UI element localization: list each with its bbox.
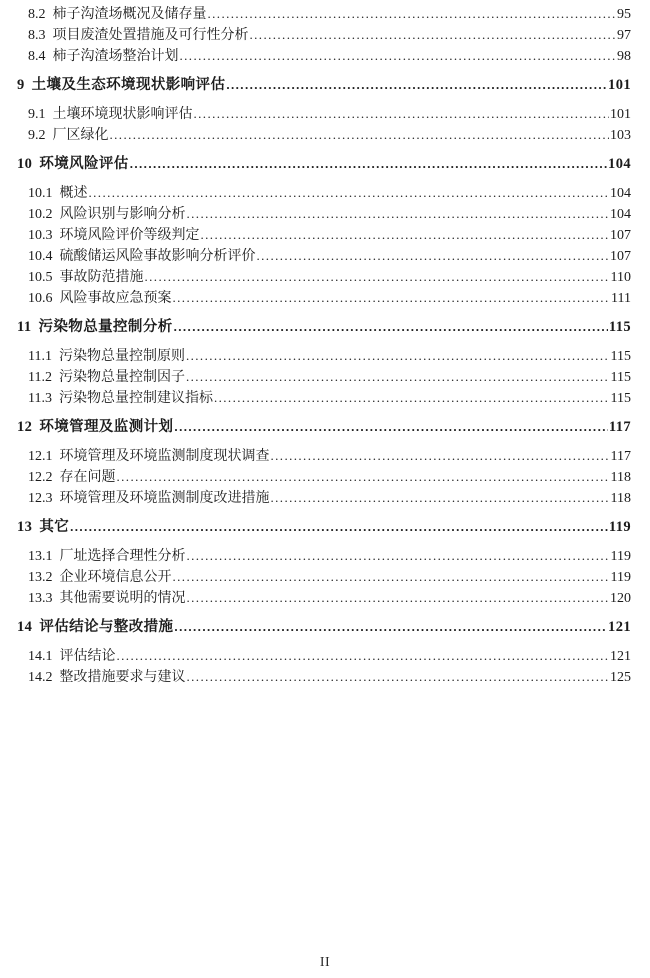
toc-dot-leader	[186, 345, 610, 367]
toc-entry-page-number: 121	[608, 619, 631, 635]
toc-dot-leader	[186, 366, 610, 388]
toc-entry	[17, 645, 631, 666]
toc-entry-number: 13.2	[28, 570, 53, 585]
toc-dot-leader	[174, 616, 607, 638]
toc-entry-title: 硫酸储运风险事故影响分析评价	[59, 249, 256, 264]
toc-entry	[17, 466, 631, 487]
toc-dot-leader	[257, 245, 610, 267]
toc-entry-page-number: 104	[608, 156, 631, 172]
toc-entry	[17, 366, 631, 387]
toc-entry	[17, 74, 631, 95]
toc-entry-number: 10.6	[28, 291, 53, 306]
toc-entry-title: 环境风险评估	[39, 156, 129, 172]
toc-dot-leader	[271, 445, 610, 467]
toc-dot-leader	[250, 24, 617, 46]
toc-entry-title: 环境管理及环境监测制度改进措施	[59, 491, 270, 506]
toc-entry	[17, 566, 631, 587]
toc-entry-number: 11.3	[28, 391, 52, 406]
toc-entry-page-number: 115	[610, 391, 631, 406]
toc-entry-number: 11.1	[28, 349, 52, 364]
toc-entry-title: 风险识别与影响分析	[59, 207, 186, 222]
toc-dot-leader	[145, 266, 610, 288]
toc-entry-number: 14.1	[28, 649, 53, 664]
toc-entry-title: 环境管理及监测计划	[39, 419, 174, 435]
toc-dot-leader	[117, 466, 610, 488]
toc-dot-leader	[187, 545, 610, 567]
toc-entry-title: 整改措施要求与建议	[59, 670, 186, 685]
toc-dot-leader	[130, 153, 607, 175]
toc-entry-number: 11.2	[28, 370, 52, 385]
toc-entry-page-number: 118	[610, 491, 631, 506]
toc-entry-page-number: 117	[610, 449, 631, 464]
toc-entry-number: 12.3	[28, 491, 53, 506]
toc-entry-title: 厂区绿化	[52, 128, 109, 143]
toc-dot-leader	[187, 666, 610, 688]
toc-entry	[17, 487, 631, 508]
toc-entry-title: 事故防范措施	[59, 270, 144, 285]
toc-entry-title: 企业环境信息公开	[59, 570, 172, 585]
toc-entry-number: 10.5	[28, 270, 53, 285]
toc-entry	[17, 545, 631, 566]
toc-entry-page-number: 118	[610, 470, 631, 485]
toc-entry-title: 风险事故应急预案	[59, 291, 172, 306]
toc-dot-leader	[226, 74, 607, 96]
toc-entry-page-number: 104	[610, 186, 631, 201]
toc-entry-page-number: 101	[608, 77, 631, 93]
toc-entry-page-number: 103	[610, 128, 631, 143]
toc-entry-number: 10.1	[28, 186, 53, 201]
toc-entry-number: 12.1	[28, 449, 53, 464]
toc-entry-number: 9	[17, 77, 25, 93]
toc-entry	[17, 587, 631, 608]
toc-entry-page-number: 107	[610, 249, 631, 264]
toc-entry-number: 10.2	[28, 207, 53, 222]
toc-entry	[17, 245, 631, 266]
toc-entry-title: 其它	[39, 519, 70, 535]
toc-entry	[17, 445, 631, 466]
toc-dot-leader	[110, 124, 610, 146]
toc-entry-number: 8.3	[28, 28, 46, 43]
toc-entry-title: 柿子沟渣场整治计划	[52, 49, 179, 64]
toc-entry-number: 11	[17, 319, 32, 335]
toc-entry-title: 污染物总量控制建议指标	[58, 391, 213, 406]
toc-entry-title: 污染物总量控制因子	[58, 370, 185, 385]
toc-entry	[17, 666, 631, 687]
toc-entry-page-number: 121	[610, 649, 631, 664]
toc-entry-number: 13	[17, 519, 33, 535]
toc-entry-title: 存在问题	[59, 470, 116, 485]
toc-entry-title: 土壤环境现状影响评估	[52, 107, 193, 122]
toc-entry-page-number: 115	[610, 370, 631, 385]
toc-entry-number: 13.3	[28, 591, 53, 606]
toc-entry	[17, 153, 631, 174]
toc-dot-leader	[201, 224, 610, 246]
toc-entry-title: 污染物总量控制原则	[58, 349, 185, 364]
toc-entry	[17, 516, 631, 537]
toc-entry-title: 污染物总量控制分析	[38, 319, 173, 335]
toc-entry-page-number: 115	[608, 319, 631, 335]
toc-entry-number: 14.2	[28, 670, 53, 685]
toc-entry-number: 9.1	[28, 107, 46, 122]
toc-entry-page-number: 119	[608, 519, 631, 535]
toc-entry-title: 项目废渣处置措施及可行性分析	[52, 28, 249, 43]
toc-entry-title: 环境风险评价等级判定	[59, 228, 200, 243]
toc-entry	[17, 24, 631, 45]
toc-entry-page-number: 117	[608, 419, 631, 435]
toc-dot-leader	[174, 416, 607, 438]
toc-entry-page-number: 119	[610, 570, 631, 585]
toc-dot-leader	[174, 316, 608, 338]
toc-entry	[17, 45, 631, 66]
toc-entry-page-number: 107	[610, 228, 631, 243]
toc-entry-page-number: 111	[611, 291, 631, 306]
toc-dot-leader	[194, 103, 610, 125]
toc-entry-page-number: 115	[610, 349, 631, 364]
toc-entry	[17, 266, 631, 287]
toc-dot-leader	[214, 387, 610, 409]
toc-dot-leader	[187, 203, 610, 225]
toc-entry	[17, 203, 631, 224]
toc-entry-page-number: 95	[617, 7, 631, 22]
toc-entry-page-number: 98	[617, 49, 631, 64]
toc-entry-title: 概述	[59, 186, 88, 201]
toc-entry	[17, 616, 631, 637]
toc-dot-leader	[173, 287, 611, 309]
toc-entry-number: 8.4	[28, 49, 46, 64]
toc-entry-title: 土壤及生态环境现状影响评估	[31, 77, 226, 93]
toc-dot-leader	[70, 516, 608, 538]
toc-entry-page-number: 101	[610, 107, 631, 122]
page-number-footer: II	[319, 955, 331, 970]
toc-entry-number: 14	[17, 619, 33, 635]
table-of-contents	[17, 3, 631, 687]
toc-entry-title: 厂址选择合理性分析	[59, 549, 186, 564]
toc-entry-number: 10	[17, 156, 33, 172]
toc-entry-title: 评估结论	[59, 649, 116, 664]
toc-entry	[17, 345, 631, 366]
toc-entry-page-number: 110	[610, 270, 631, 285]
toc-entry-page-number: 120	[610, 591, 631, 606]
toc-entry-number: 9.2	[28, 128, 46, 143]
toc-entry-number: 13.1	[28, 549, 53, 564]
toc-entry-number: 10.3	[28, 228, 53, 243]
toc-entry	[17, 387, 631, 408]
toc-entry	[17, 416, 631, 437]
toc-dot-leader	[271, 487, 610, 509]
toc-dot-leader	[187, 587, 610, 609]
toc-entry	[17, 3, 631, 24]
toc-entry	[17, 124, 631, 145]
toc-dot-leader	[208, 3, 617, 25]
toc-entry-number: 12	[17, 419, 33, 435]
toc-entry	[17, 224, 631, 245]
toc-entry-title: 柿子沟渣场概况及储存量	[52, 7, 207, 22]
toc-entry	[17, 287, 631, 308]
toc-entry-page-number: 97	[617, 28, 631, 43]
toc-entry-page-number: 119	[610, 549, 631, 564]
toc-dot-leader	[180, 45, 617, 67]
toc-entry-page-number: 104	[610, 207, 631, 222]
toc-dot-leader	[117, 645, 610, 667]
toc-entry	[17, 182, 631, 203]
toc-entry-number: 8.2	[28, 7, 46, 22]
toc-entry	[17, 316, 631, 337]
toc-entry-title: 环境管理及环境监测制度现状调查	[59, 449, 270, 464]
toc-entry	[17, 103, 631, 124]
toc-entry-title: 其他需要说明的情况	[59, 591, 186, 606]
toc-dot-leader	[173, 566, 610, 588]
toc-entry-page-number: 125	[610, 670, 631, 685]
toc-dot-leader	[89, 182, 610, 204]
toc-entry-title: 评估结论与整改措施	[39, 619, 174, 635]
toc-entry-number: 12.2	[28, 470, 53, 485]
toc-entry-number: 10.4	[28, 249, 53, 264]
